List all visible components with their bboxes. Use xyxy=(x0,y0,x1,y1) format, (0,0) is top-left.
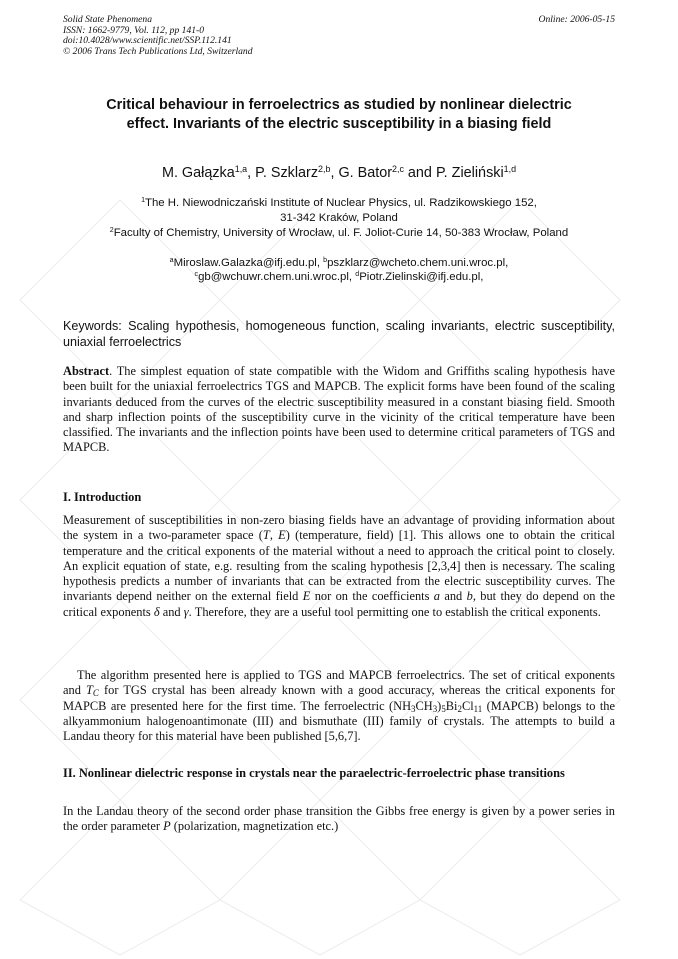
author-list xyxy=(60,164,618,182)
email-sup: b xyxy=(323,257,328,265)
email-list xyxy=(60,256,618,284)
author-name: M. Gałązka xyxy=(161,165,235,181)
affiliation-sup: 1 xyxy=(141,197,146,205)
journal-issn: ISSN: 1662-9779, Vol. 112, pp 141-0 xyxy=(63,24,205,36)
email-link[interactable]: Piotr.Zielinski@ifj.edu.pl, xyxy=(359,271,484,284)
author-separator: and xyxy=(407,165,432,181)
affiliation-1-line-2: 31-342 Kraków, Poland xyxy=(280,212,398,225)
journal-name: Solid State Phenomena xyxy=(63,14,152,25)
journal-doi: doi:10.4028/www.scientific.net/SSP.112.141 xyxy=(63,35,232,47)
paper-title xyxy=(60,96,618,133)
keywords-text: Scaling hypothesis, homogeneous function, scaling invariants, electric susceptibility, uniaxial ferroelectrics xyxy=(63,319,615,349)
section2-paragraph-1: In the Landau theory of the second order phase transition the Gibbs free energy is given by a power series in the order parameter P (polarization, magnetization etc.) xyxy=(63,804,615,834)
abstract-label: Abstract xyxy=(63,364,110,378)
affiliation-text: The H. Niewodniczański Institute of Nuclear Physics, ul. Radzikowskiego 152, xyxy=(145,197,537,209)
section-heading-introduction: I. Introduction xyxy=(63,490,142,504)
email-link[interactable]: gb@wchuwr.chem.uni.wroc.pl, xyxy=(198,271,353,284)
title-line-2: effect. Invariants of the electric susceptibility in a biasing field xyxy=(126,115,552,132)
keywords-label: Keywords: xyxy=(63,319,122,333)
affiliation-1 xyxy=(60,196,618,211)
keywords xyxy=(63,318,615,350)
author-name: P. Szklarz xyxy=(255,165,319,181)
author-affiliation-sup: 1,a xyxy=(234,164,248,175)
section-heading-nonlinear-response: II. Nonlinear dielectric response in crystals near the paraelectric-ferroelectric phase transitions xyxy=(63,766,565,780)
affiliation-2 xyxy=(60,226,618,241)
author-name: P. Zieliński xyxy=(435,165,504,181)
author-separator: , xyxy=(330,165,335,181)
affiliations xyxy=(60,196,618,242)
author-affiliation-sup: 2,b xyxy=(318,164,331,175)
author-name: G. Bator xyxy=(338,165,393,181)
intro-paragraph-1: Measurement of susceptibilities in non-zero biasing fields have an advantage of providing information about the system in a two-parameter space (T, E) (temperature, field) [1]. This allows one to obtain the critical temperature and the critical exponents of the material without a need to approach the critical point to closely. An explicit equation of state, e.g. resulting from the scaling hypothesis [2,3,4] then is necessary. The scaling hypothesis predicts a number of invariants that can be extracted from the electric susceptibility curves. The invariants depend neither on the external field E nor on the coefficients a and b, but they do depend on the critical exponents δ and γ. Therefore, they are a useful tool permitting one to establish the critical exponents. xyxy=(63,513,615,619)
author-affiliation-sup: 2,c xyxy=(392,164,404,175)
email-link[interactable]: Miroslaw.Galazka@ifj.edu.pl, xyxy=(173,257,320,269)
intro-paragraph-2: The algorithm presented here is applied to TGS and MAPCB ferroelectrics. The set of critical exponents and $T_C$ for TGS crystal has been already known with a good accuracy, whereas the critical exponents for MAPCB are presented here for the first time. The ferroelectric $(NH_3CH_3)_5Bi_2Cl_{11}$ (MAPCB) belongs to the alkyammonium halogenoantimonate (III) and bismuthate (III) family of crystals. The attempts to build a Landau theory for this material have been published [5,6,7]. xyxy=(63,668,615,744)
abstract-text: . The simplest equation of state compatible with the Widom and Griffiths scaling hypothesis have been built for the uniaxial ferroelectrics TGS and MAPCB. The explicit forms have been found of the scaling invariants deduced from the curves of the electric susceptibility measured in a constant biasing field. Smooth and sharp inflection points of the susceptibility curve in the vicinity of the critical temperature have been classified. The invariants and the inflection points have been used to determine critical parameters of TGS and MAPCB. xyxy=(63,364,615,455)
online-date: Online: 2006-05-15 xyxy=(538,14,615,25)
email-sup: d xyxy=(355,271,360,279)
author-affiliation-sup: 1,d xyxy=(503,164,517,175)
email-link[interactable]: pszklarz@wcheto.chem.uni.wroc.pl, xyxy=(327,257,509,269)
author-separator: , xyxy=(247,165,252,181)
email-sup: a xyxy=(169,257,174,265)
affiliation-text: Faculty of Chemistry, University of Wrocław, ul. F. Joliot-Curie 14, 50-383 Wrocław, Poland xyxy=(113,227,569,240)
journal-copyright: © 2006 Trans Tech Publications Ltd, Switzerland xyxy=(63,45,253,57)
abstract xyxy=(63,364,615,456)
email-sup: c xyxy=(194,271,199,279)
journal-header xyxy=(63,15,253,57)
title-line-1: Critical behaviour in ferroelectrics as studied by nonlinear dielectric xyxy=(106,97,572,113)
affiliation-sup: 2 xyxy=(109,227,114,235)
